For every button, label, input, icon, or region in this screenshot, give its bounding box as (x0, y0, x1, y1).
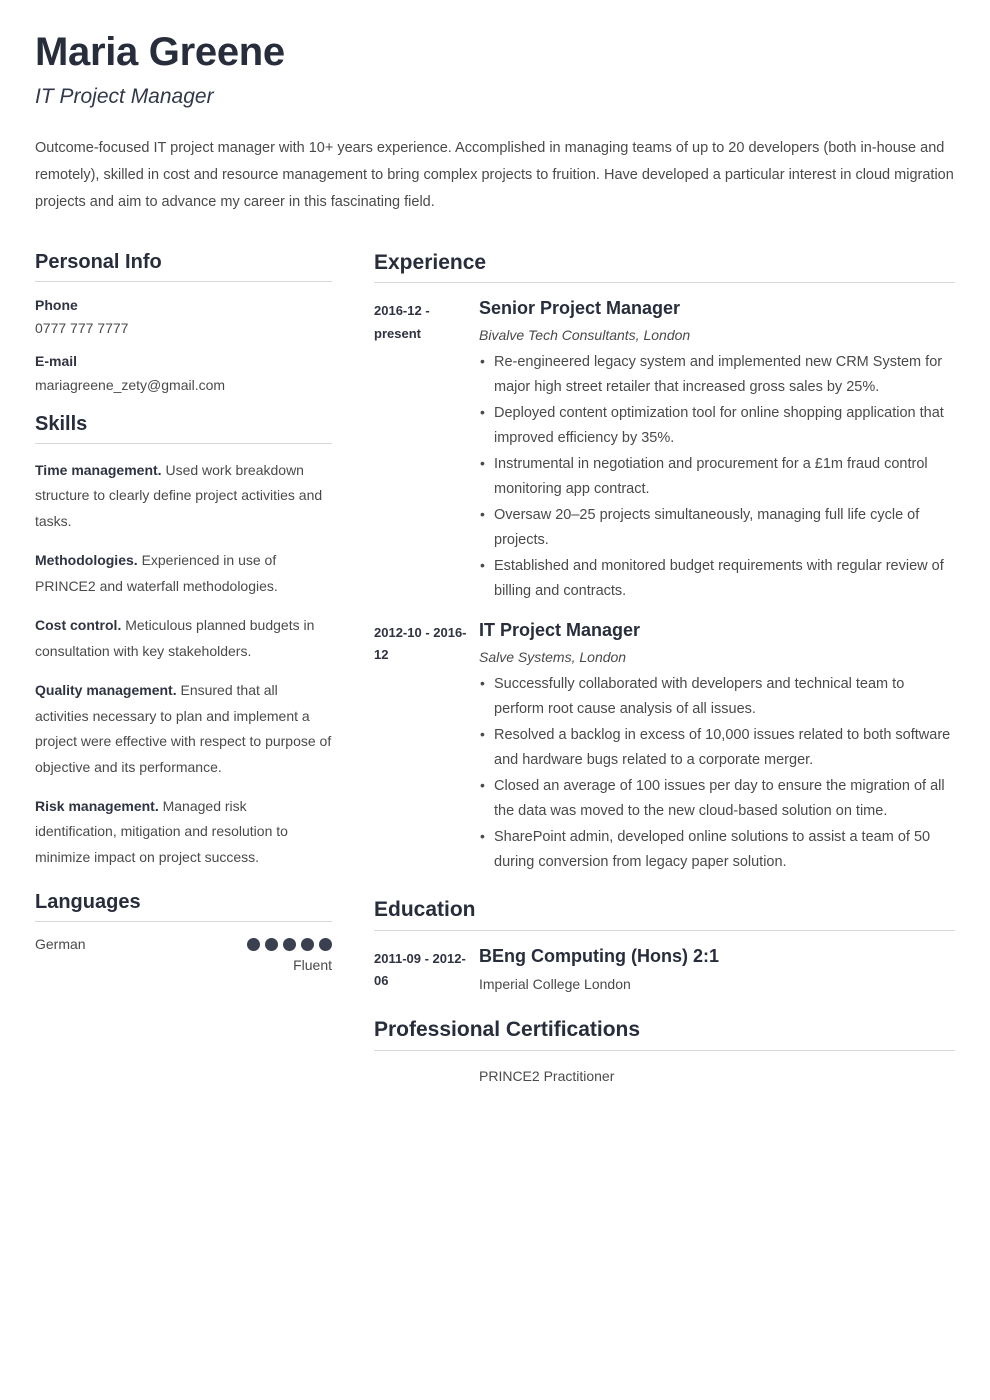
resume-columns (35, 250, 955, 1091)
rating-dot-filled (247, 938, 260, 951)
skill-name: Methodologies. (35, 552, 138, 569)
entry-body (479, 297, 955, 605)
skill-description: Managed risk identification, mitigation and resolution to minimize impact on project success. (35, 797, 288, 865)
entry-bullet-list (479, 350, 955, 603)
rating-dot-filled (283, 938, 296, 951)
entry-bullet: • Deployed content optimization tool for online shopping application that improved efficiency by 35%. (479, 401, 955, 451)
section-divider (35, 281, 332, 282)
section-divider (374, 930, 955, 931)
rating-dot-filled (319, 938, 332, 951)
skill-name: Risk management. (35, 797, 159, 814)
section-heading-certifications: Professional Certifications (374, 1018, 641, 1042)
section-personal-info (35, 250, 332, 396)
section-education (374, 897, 955, 995)
skill-item (35, 613, 332, 664)
education-entry (374, 945, 955, 996)
entry-date-spacer (374, 1065, 479, 1087)
entry-title: IT Project Manager (479, 619, 641, 640)
main-column (332, 250, 955, 1091)
language-level: Fluent (293, 957, 332, 974)
contact-label: E-mail (35, 353, 78, 370)
entry-bullet: • SharePoint admin, developed online solutions to assist a team of 50 during conversion from legacy paper solution. (479, 825, 955, 875)
skill-name: Time management. (35, 461, 162, 478)
entry-bullet: • Closed an average of 100 issues per day to ensure the migration of all the data was moved to the new cloud-based solution on time. (479, 774, 955, 824)
resume-header (35, 30, 955, 216)
entry-bullet: • Re-engineered legacy system and implemented new CRM System for major high street retailer that increased gross sales by 25%. (479, 350, 955, 400)
section-heading-education: Education (374, 898, 476, 922)
sidebar-column (35, 250, 332, 978)
contact-field-email (35, 352, 332, 396)
entry-bullet: • Successfully collaborated with developers and technical team to perform root cause analysis of all issues. (479, 672, 955, 722)
section-divider (374, 1050, 955, 1051)
contact-value[interactable]: 0777 777 7777 (35, 320, 129, 337)
entry-bullet: • Resolved a backlog in excess of 10,000 issues related to both software and hardware bugs related to a corporate merger. (479, 723, 955, 773)
certification-entry (374, 1065, 955, 1087)
language-name: German (35, 936, 86, 953)
experience-entry (374, 619, 955, 876)
skill-item (35, 548, 332, 599)
entry-company: Salve Systems, London (479, 648, 627, 665)
skill-description: Used work breakdown structure to clearly define project activities and tasks. (35, 461, 323, 529)
entry-date: 2012-10 - 2016-12 (374, 624, 467, 663)
section-heading-personal-info: Personal Info (35, 250, 162, 273)
entry-company: Bivalve Tech Consultants, London (479, 327, 691, 344)
entry-bullet: • Established and monitored budget requirements with regular review of billing and contracts. (479, 554, 955, 604)
section-divider (374, 282, 955, 283)
entry-title: BEng Computing (Hons) 2:1 (479, 945, 719, 966)
section-divider (35, 443, 332, 444)
certification-name: PRINCE2 Practitioner (479, 1067, 615, 1084)
skill-name: Cost control. (35, 617, 122, 634)
entry-bullet: • Instrumental in negotiation and procurement for a £1m fraud control monitoring app contract. (479, 452, 955, 502)
contact-label: Phone (35, 296, 78, 313)
section-heading-languages: Languages (35, 891, 141, 914)
skill-description: Meticulous planned budgets in consultation with key stakeholders. (35, 617, 315, 659)
skill-item (35, 678, 332, 780)
section-languages (35, 890, 332, 973)
contact-field-phone (35, 296, 332, 340)
section-heading-skills: Skills (35, 412, 88, 435)
entry-body (479, 945, 955, 996)
language-row (35, 936, 332, 952)
entry-bullet: • Oversaw 20–25 projects simultaneously, managing full life cycle of projects. (479, 503, 955, 553)
section-certifications (374, 1017, 955, 1087)
skill-item (35, 794, 332, 870)
language-rating-dots (247, 938, 332, 951)
entry-body (479, 619, 955, 876)
candidate-name: Maria Greene (35, 30, 285, 74)
entry-bullet-list (479, 672, 955, 875)
skill-item (35, 458, 332, 534)
rating-dot-filled (265, 938, 278, 951)
entry-school: Imperial College London (479, 976, 631, 993)
entry-date: 2016-12 - present (374, 302, 430, 341)
entry-date: 2011-09 - 2012-06 (374, 950, 466, 989)
contact-value[interactable]: mariagreene_zety@gmail.com (35, 376, 226, 393)
professional-summary: Outcome-focused IT project manager with 10+ years experience. Accomplished in managing teams of up to 20 developers (both in-house and remotely), skilled in cost and resource management to bring complex projects to fruition. Have developed a particular interest in cloud migration projects and aim to advance my career in this fascinating field. (35, 140, 954, 210)
experience-entry (374, 297, 955, 605)
rating-dot-filled (301, 938, 314, 951)
entry-title: Senior Project Manager (479, 297, 681, 318)
section-skills (35, 412, 332, 871)
section-heading-experience: Experience (374, 250, 487, 274)
candidate-job-title: IT Project Manager (35, 85, 214, 108)
skill-description: Ensured that all activities necessary to plan and implement a project were effective with respect to purpose of objective and its performance. (35, 682, 332, 775)
skill-description: Experienced in use of PRINCE2 and waterfall methodologies. (35, 552, 278, 594)
section-experience (374, 250, 955, 876)
section-divider (35, 921, 332, 922)
skill-name: Quality management. (35, 682, 177, 699)
language-item (35, 936, 332, 973)
